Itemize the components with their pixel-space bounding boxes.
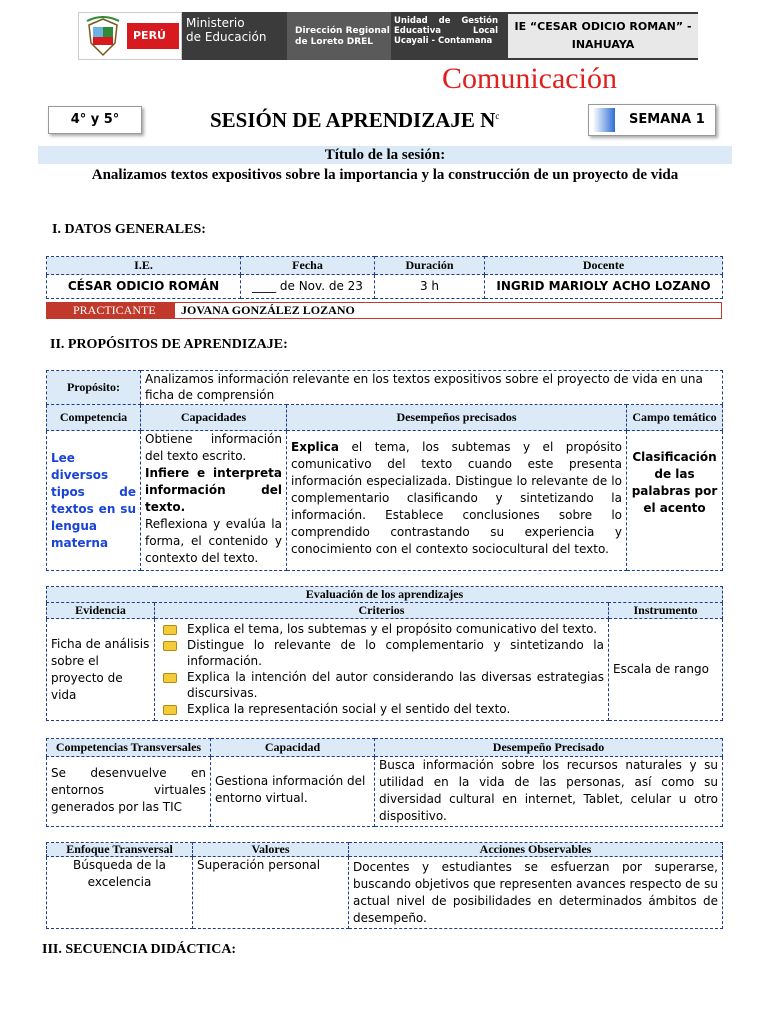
session-title-label: Título de la sesión:: [324, 147, 446, 163]
col-enfoque: Enfoque Transversal: [47, 843, 193, 857]
col-evidencia: Evidencia: [47, 603, 155, 619]
practicante-row: [46, 302, 722, 319]
coat-of-arms-icon: [83, 15, 123, 59]
datos-generales-table: [46, 256, 723, 299]
evaluacion-table: [46, 586, 723, 721]
instrumento-value: Escala de rango: [609, 619, 723, 721]
practicante-label: PRACTICANTE: [47, 303, 175, 318]
criterio-item: Distingue lo relevante de lo complementario y sintetizando la información.: [159, 637, 604, 669]
bullet-icon: [163, 641, 177, 651]
criterio-item: Explica la intención del autor considerando las diversas estrategias discursivas.: [159, 669, 604, 701]
transversales-table: [46, 738, 723, 827]
evidencia-value: Ficha de análisis sobre el proyecto de vida: [47, 619, 155, 721]
col-acciones: Acciones Observables: [349, 843, 723, 857]
ie-value: CÉSAR ODICIO ROMÁN: [47, 275, 241, 299]
enfoque-table: [46, 842, 723, 929]
col-competencia: Competencia: [47, 405, 141, 431]
fecha-value: ____ de Nov. de 23: [241, 275, 375, 299]
desempenos-value: Explica el tema, los subtemas y el propósito comunicativo del texto cuando este presenta información especializada. Distingue lo relevante de lo complementario clasificando y sintetizando la información. Establece conclusiones sobre lo comprendido contrastando su experiencia y conocimiento con el contexto sociocultural del texto.: [287, 431, 627, 571]
section-secuencia: III. SECUENCIA DIDÁCTICA:: [42, 942, 237, 957]
subject-title: Comunicación: [442, 62, 617, 95]
session-title-text: Analizamos textos expositivos sobre la importancia y la construcción de un proyecto de vida: [91, 167, 679, 183]
practicante-name: JOVANA GONZÁLEZ LOZANO: [181, 303, 355, 317]
peru-logo: [78, 12, 182, 60]
criterios-list: [155, 619, 609, 721]
enfoque-value: Búsqueda de la excelencia: [47, 857, 193, 929]
section-propositos: II. PROPÓSITOS DE APRENDIZAJE:: [50, 337, 288, 352]
col-desempenos: Desempeños precisados: [287, 405, 627, 431]
capacidad-value: Gestiona información del entorno virtual.: [211, 757, 375, 827]
evaluacion-title: Evaluación de los aprendizajes: [47, 587, 723, 603]
valores-value: Superación personal: [193, 857, 349, 929]
peru-label: PERÚ: [133, 29, 166, 42]
week-box: SEMANA 1: [588, 104, 716, 136]
col-valores: Valores: [193, 843, 349, 857]
col-campo: Campo temático: [627, 405, 723, 431]
duracion-value: 3 h: [375, 275, 485, 299]
capacidades-value: Obtiene información del texto escrito. Infiere e interpreta información del texto. Reflexiona y evalúa la forma, el contenido y contexto del texto.: [141, 431, 287, 571]
col-instrumento: Instrumento: [609, 603, 723, 619]
col-capacidad: Capacidad: [211, 739, 375, 757]
ie-box: IE “CESAR ODICIO ROMAN” - INAHUAYA: [508, 14, 698, 58]
col-comp-transversales: Competencias Transversales: [47, 739, 211, 757]
bullet-icon: [163, 673, 177, 683]
bullet-icon: [163, 625, 177, 635]
col-docente: Docente: [485, 257, 723, 275]
competencia-value: Lee diversos tipos de textos en su lengua materna: [47, 431, 141, 571]
ugel-box: Unidad de Gestión Educativa Local Ucayali - Contamana: [394, 16, 498, 46]
col-ie: I.E.: [47, 257, 241, 275]
docente-value: INGRID MARIOLY ACHO LOZANO: [485, 275, 723, 299]
comp-transversal-value: Se desenvuelve en entornos virtuales generados por las TIC: [47, 757, 211, 827]
col-duracion: Duración: [375, 257, 485, 275]
col-capacidades: Capacidades: [141, 405, 287, 431]
col-desempeno-precisado: Desempeño Precisado: [375, 739, 723, 757]
campo-value: Clasificación de las palabras por el acento: [627, 431, 723, 571]
col-fecha: Fecha: [241, 257, 375, 275]
proposito-label: Propósito:: [47, 371, 141, 405]
col-criterios: Criterios: [155, 603, 609, 619]
section-datos-generales: I. DATOS GENERALES:: [52, 222, 206, 237]
criterio-item: Explica el tema, los subtemas y el propósito comunicativo del texto.: [159, 621, 604, 637]
ministerio-label: Ministerio de Educación: [186, 16, 267, 44]
acciones-value: Docentes y estudiantes se esfuerzan por superarse, buscando objetivos que representen avances respecto de su actual nivel de posibilidades en determinados ámbitos de desempeño.: [349, 857, 723, 929]
criterio-item: Explica la representación social y el sentido del texto.: [159, 701, 604, 717]
week-bar-icon: [593, 108, 615, 132]
peru-flag-box: [127, 23, 179, 49]
desempeno-precisado-value: Busca información sobre los recursos naturales y su utilidad en la vida de las personas, así como su diversidad cultural en internet, Tablet, celular u otro dispositivo.: [375, 757, 723, 827]
grade-box: 4° y 5°: [48, 106, 142, 134]
bullet-icon: [163, 705, 177, 715]
propositos-table: [46, 370, 723, 571]
drel-box: Dirección Regional de Loreto DREL: [287, 12, 391, 60]
proposito-text: Analizamos información relevante en los textos expositivos sobre el proyecto de vida en una ficha de comprensión: [141, 371, 723, 405]
session-title: SESIÓN DE APRENDIZAJE $N^c$: [210, 108, 500, 132]
